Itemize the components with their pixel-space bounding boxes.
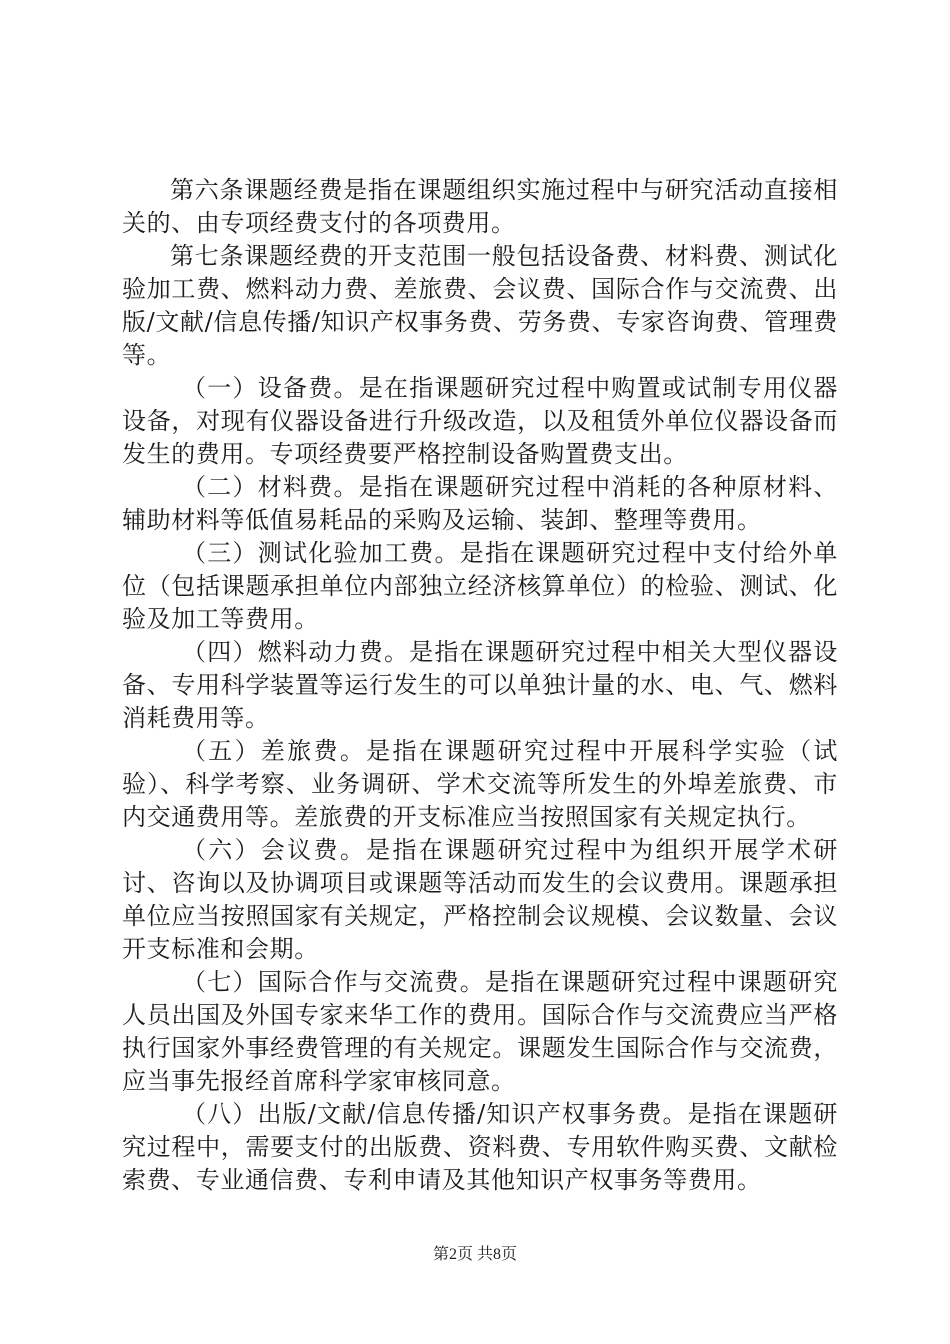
paragraph-item-1: （一）设备费。是在指课题研究过程中购置或试制专用仪器设备，对现有仪器设备进行升级改造，以及租赁外单位仪器设备而发生的费用。专项经费要严格控制设备购置费支出。 bbox=[122, 374, 838, 468]
paragraph-item-2: （二）材料费。是指在课题研究过程中消耗的各种原材料、辅助材料等低值易耗品的采购及运输、装卸、整理等费用。 bbox=[122, 473, 838, 534]
paragraph-item-8: （八）出版/文献/信息传播/知识产权事务费。是指在课题研究过程中，需要支付的出版费、资料费、专用软件购买费、文献检索费、专业通信费、专利申请及其他知识产权事务等费用。 bbox=[122, 1100, 838, 1194]
paragraph-item-7: （七）国际合作与交流费。是指在课题研究过程中课题研究人员出国及外国专家来华工作的费用。国际合作与交流费应当严格执行国家外事经费管理的有关规定。课题发生国际合作与交流费，应当事先报经首席科学家审核同意。 bbox=[122, 968, 838, 1095]
paragraph-article-6: 第六条课题经费是指在课题组织实施过程中与研究活动直接相关的、由专项经费支付的各项费用。 bbox=[122, 176, 838, 237]
page-footer bbox=[0, 1245, 950, 1265]
document-body bbox=[122, 174, 838, 1197]
paragraph-article-7: 第七条课题经费的开支范围一般包括设备费、材料费、测试化验加工费、燃料动力费、差旅费、会议费、国际合作与交流费、出版/文献/信息传播/知识产权事务费、劳务费、专家咨询费、管理费等。 bbox=[122, 242, 838, 369]
page-number-label: 第2页 共8页 bbox=[432, 1246, 517, 1263]
paragraph-item-4: （四）燃料动力费。是指在课题研究过程中相关大型仪器设备、专用科学装置等运行发生的可以单独计量的水、电、气、燃料消耗费用等。 bbox=[122, 638, 838, 732]
paragraph-item-5: （五）差旅费。是指在课题研究过程中开展科学实验（试验）、科学考察、业务调研、学术交流等所发生的外埠差旅费、市内交通费用等。差旅费的开支标准应当按照国家有关规定执行。 bbox=[122, 737, 838, 831]
paragraph-item-3: （三）测试化验加工费。是指在课题研究过程中支付给外单位（包括课题承担单位内部独立经济核算单位）的检验、测试、化验及加工等费用。 bbox=[122, 539, 838, 633]
paragraph-item-6: （六）会议费。是指在课题研究过程中为组织开展学术研讨、咨询以及协调项目或课题等活动而发生的会议费用。课题承担单位应当按照国家有关规定，严格控制会议规模、会议数量、会议开支标准和会期。 bbox=[122, 836, 838, 963]
